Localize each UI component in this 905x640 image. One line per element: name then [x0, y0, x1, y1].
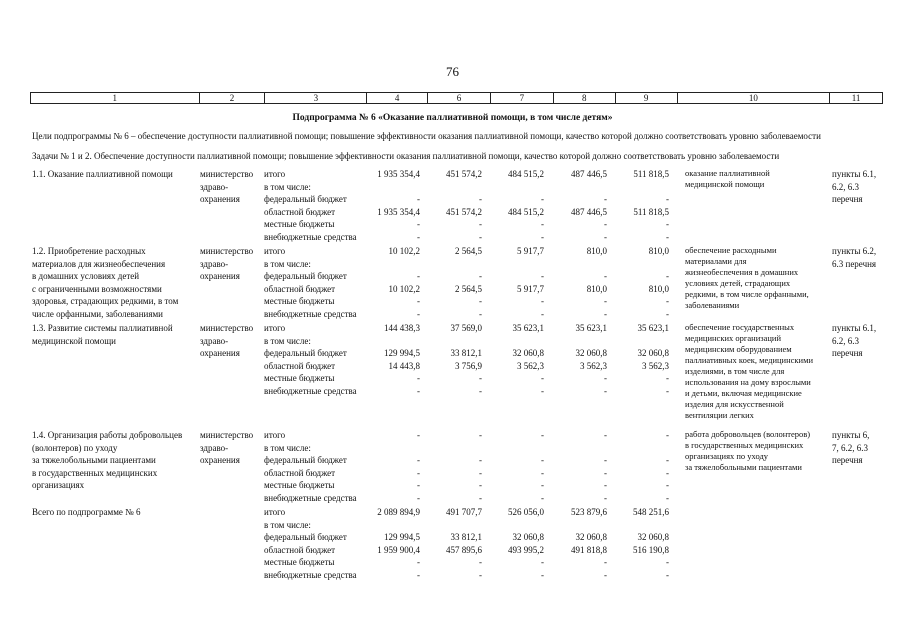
amount-cell: 3 562,3: [580, 360, 607, 371]
amount-cell: 1 935 354,4: [377, 169, 420, 179]
header-col-2: 2: [200, 93, 266, 103]
amount-cell: -: [604, 194, 607, 204]
funding-source-label: итого: [264, 169, 286, 179]
amount-cell: 451 574,2: [446, 206, 482, 217]
amount-cell: [537, 335, 607, 348]
amount-cell: 810,0: [648, 283, 669, 294]
amount-cell: -: [604, 492, 607, 503]
amount-cell: -: [417, 194, 420, 204]
amount-cell: 35 623,1: [637, 323, 669, 333]
funding-source-label: внебюджетные средства: [264, 385, 357, 396]
amount-cell: 810,0: [648, 246, 669, 256]
amount-cell: -: [666, 480, 669, 490]
amount-cell: -: [666, 492, 669, 503]
amount-cell: 10 102,2: [388, 246, 420, 256]
amount-column-c9: [599, 168, 669, 243]
amount-cell: 37 569,0: [450, 323, 482, 333]
amount-column-c7: [474, 245, 544, 320]
measure-name: 1.4. Организация работы добровольцев (волонтеров) по уходу за тяжелобольными пациентами в государственных медицинских организациях: [32, 430, 183, 490]
expected-result: обеспечение расходными материалами для жизнеобеспечения в домашних условиях детей, страдающих редкими, в том числе орфанными, заболеваниями: [685, 245, 809, 310]
amount-cell: 548 251,6: [633, 507, 669, 517]
funding-source-label: областной бюджет: [264, 544, 336, 555]
amount-cell: 511 818,5: [633, 169, 669, 179]
amount-cell: [412, 181, 482, 194]
header-col-11: 11: [851, 93, 861, 103]
amount-cell: 487 446,5: [571, 169, 607, 179]
amount-cell: -: [417, 569, 420, 580]
funding-source-label: областной бюджет: [264, 360, 336, 371]
amount-cell: -: [541, 557, 544, 567]
amount-cell: [474, 258, 544, 271]
amount-cell: 516 190,8: [633, 544, 669, 555]
amount-column-c8: [537, 429, 607, 504]
expected-result: обеспечение государственных медицинских организаций медицинским оборудованием паллиативных коек, медицинскими изделиями, в том числе для использования на дому взрослыми и детьми, включая медицинские изделия для искусственной вентиляции легких: [685, 322, 814, 420]
amount-cell: -: [479, 557, 482, 567]
amount-cell: -: [666, 219, 669, 229]
amount-cell: -: [479, 373, 482, 383]
amount-cell: 2 564,5: [455, 283, 482, 294]
amount-cell: -: [479, 385, 482, 396]
subprogram-title: Подпрограмма № 6 «Оказание паллиативной помощи, в том числе детям»: [292, 113, 613, 123]
amount-cell: -: [417, 271, 420, 281]
amount-column-c4: [350, 506, 420, 581]
amount-cell: 810,0: [586, 283, 607, 294]
amount-column-c9: [599, 506, 669, 581]
amount-cell: [474, 335, 544, 348]
expected-result: оказание паллиативной медицинской помощи: [685, 168, 770, 189]
amount-cell: -: [479, 308, 482, 319]
header-col-7: 7: [491, 93, 554, 103]
amount-cell: -: [666, 194, 669, 204]
list-reference: пункты 6.2, 6.3 перечня: [832, 246, 877, 269]
funding-source-label: итого: [264, 246, 286, 256]
amount-cell: [537, 519, 607, 532]
amount-cell: 32 060,8: [575, 532, 607, 542]
amount-cell: [412, 335, 482, 348]
measure-name: 1.2. Приобретение расходных материалов для жизнеобеспечения в домашних условиях детей с ограниченными возможностями здоровья, страдающих редкими, в том числе орфанными, заболеваниями: [32, 246, 179, 319]
amount-column-c7: [474, 322, 544, 397]
funding-source-label: в том числе:: [264, 258, 311, 269]
amount-cell: -: [417, 557, 420, 567]
amount-cell: -: [666, 231, 669, 242]
amount-cell: -: [666, 467, 669, 478]
amount-cell: -: [479, 455, 482, 465]
page-number: 76: [446, 64, 459, 79]
amount-column-c8: [537, 506, 607, 581]
amount-cell: 2 564,5: [455, 246, 482, 256]
amount-cell: -: [417, 219, 420, 229]
amount-cell: -: [417, 385, 420, 396]
header-col-10: 10: [678, 93, 831, 103]
amount-cell: -: [604, 385, 607, 396]
amount-cell: -: [541, 385, 544, 396]
amount-cell: 33 812,1: [450, 532, 482, 542]
amount-cell: -: [479, 569, 482, 580]
amount-column-c6: [412, 322, 482, 397]
funding-source-label: местные бюджеты: [264, 373, 335, 383]
funding-source-label: в том числе:: [264, 181, 311, 192]
amount-cell: 129 994,5: [384, 532, 420, 542]
amount-cell: 3 756,9: [455, 360, 482, 371]
list-reference: пункты 6.1, 6.2, 6.3 перечня: [832, 323, 877, 358]
header-col-8: 8: [554, 93, 616, 103]
funding-source-label: областной бюджет: [264, 206, 336, 217]
funding-source-label: в том числе:: [264, 335, 311, 346]
amount-cell: 129 994,5: [384, 348, 420, 358]
measure-executor: министерство здраво- охранения: [200, 246, 254, 281]
amount-cell: -: [479, 194, 482, 204]
amount-cell: -: [479, 430, 482, 440]
funding-source-label: итого: [264, 507, 286, 517]
amount-cell: -: [604, 455, 607, 465]
amount-cell: 484 515,2: [508, 169, 544, 179]
funding-source-label: областной бюджет: [264, 467, 336, 478]
funding-source-label: внебюджетные средства: [264, 569, 357, 580]
amount-cell: -: [479, 467, 482, 478]
amount-cell: -: [666, 557, 669, 567]
amount-cell: 3 562,3: [642, 360, 669, 371]
amount-cell: -: [541, 194, 544, 204]
amount-cell: -: [417, 430, 420, 440]
amount-cell: -: [417, 455, 420, 465]
funding-source-label: федеральный бюджет: [264, 271, 347, 281]
amount-cell: -: [479, 219, 482, 229]
amount-column-c6: [412, 506, 482, 581]
amount-column-c6: [412, 245, 482, 320]
header-col-9: 9: [616, 93, 678, 103]
column-header-row: [30, 92, 883, 104]
amount-cell: -: [541, 219, 544, 229]
amount-cell: -: [604, 296, 607, 306]
amount-cell: 491 818,8: [571, 544, 607, 555]
amount-cell: -: [479, 271, 482, 281]
amount-cell: [350, 181, 420, 194]
amount-cell: -: [604, 467, 607, 478]
amount-cell: 493 995,2: [508, 544, 544, 555]
amount-cell: 1 935 354,4: [377, 206, 420, 217]
amount-cell: [537, 258, 607, 271]
amount-cell: 1 959 900,4: [377, 544, 420, 555]
amount-cell: -: [604, 430, 607, 440]
measure-executor: министерство здраво- охранения: [200, 430, 254, 465]
amount-cell: -: [417, 467, 420, 478]
amount-cell: -: [666, 373, 669, 383]
amount-cell: -: [541, 373, 544, 383]
amount-cell: [350, 335, 420, 348]
amount-cell: -: [541, 430, 544, 440]
funding-source-label: местные бюджеты: [264, 557, 335, 567]
amount-cell: 35 623,1: [512, 323, 544, 333]
expected-result: работа добровольцев (волонтеров) в государственных медицинских организациях по уходу за тяжелобольными пациентами: [685, 429, 811, 472]
amount-cell: [412, 442, 482, 455]
amount-cell: -: [604, 219, 607, 229]
funding-source-label: внебюджетные средства: [264, 492, 357, 503]
amount-cell: [412, 519, 482, 532]
amount-cell: -: [541, 296, 544, 306]
amount-cell: -: [604, 271, 607, 281]
amount-cell: 14 443,8: [388, 360, 420, 371]
amount-cell: [350, 442, 420, 455]
amount-cell: -: [666, 308, 669, 319]
amount-cell: -: [541, 569, 544, 580]
amount-cell: [350, 258, 420, 271]
amount-cell: -: [541, 271, 544, 281]
amount-cell: [474, 519, 544, 532]
amount-cell: -: [479, 231, 482, 242]
funding-source-label: областной бюджет: [264, 283, 336, 294]
amount-cell: 457 895,6: [446, 544, 482, 555]
amount-cell: 523 879,6: [571, 507, 607, 517]
header-col-6: 6: [428, 93, 491, 103]
list-reference: пункты 6, 7, 6.2, 6.3 перечня: [832, 430, 870, 465]
amount-cell: -: [604, 231, 607, 242]
amount-cell: -: [417, 296, 420, 306]
amount-cell: -: [541, 467, 544, 478]
amount-column-c4: [350, 245, 420, 320]
amount-column-c4: [350, 168, 420, 243]
list-reference: пункты 6.1, 6.2, 6.3 перечня: [832, 169, 877, 204]
amount-cell: -: [541, 308, 544, 319]
amount-column-c8: [537, 322, 607, 397]
amount-column-c6: [412, 429, 482, 504]
amount-cell: -: [417, 231, 420, 242]
amount-cell: -: [479, 296, 482, 306]
amount-cell: -: [604, 308, 607, 319]
amount-cell: -: [541, 480, 544, 490]
amount-cell: 32 060,8: [637, 348, 669, 358]
amount-cell: 451 574,2: [446, 169, 482, 179]
amount-cell: -: [604, 569, 607, 580]
amount-cell: 32 060,8: [575, 348, 607, 358]
amount-cell: 810,0: [586, 246, 607, 256]
subprogram-goal: Цели подпрограммы № 6 – обеспечение доступности паллиативной помощи; повышение эффективности оказания паллиативной помощи, качество которой должно соответствовать уровню заболеваемости: [32, 131, 821, 141]
amount-cell: 35 623,1: [575, 323, 607, 333]
amount-cell: 5 917,7: [517, 246, 544, 256]
funding-source-label: местные бюджеты: [264, 480, 335, 490]
funding-source-label: итого: [264, 323, 286, 333]
amount-cell: -: [541, 492, 544, 503]
amount-cell: [599, 335, 669, 348]
amount-cell: -: [666, 296, 669, 306]
amount-column-c7: [474, 168, 544, 243]
amount-cell: 2 089 894,9: [377, 507, 420, 517]
measure-executor: министерство здраво- охранения: [200, 169, 254, 204]
amount-cell: 32 060,8: [637, 532, 669, 542]
amount-column-c9: [599, 429, 669, 504]
amount-cell: -: [417, 480, 420, 490]
funding-source-label: федеральный бюджет: [264, 455, 347, 465]
amount-cell: [599, 519, 669, 532]
amount-cell: 526 056,0: [508, 507, 544, 517]
amount-cell: [599, 442, 669, 455]
amount-column-c7: [474, 429, 544, 504]
funding-source-label: федеральный бюджет: [264, 194, 347, 204]
amount-column-c4: [350, 429, 420, 504]
amount-cell: -: [541, 231, 544, 242]
amount-cell: -: [604, 557, 607, 567]
amount-column-c8: [537, 168, 607, 243]
measure-name: 1.1. Оказание паллиативной помощи: [32, 169, 173, 179]
amount-cell: 5 917,7: [517, 283, 544, 294]
amount-cell: -: [666, 430, 669, 440]
amount-cell: [599, 181, 669, 194]
header-col-4: 4: [367, 93, 428, 103]
amount-cell: [537, 442, 607, 455]
amount-column-c4: [350, 322, 420, 397]
amount-cell: 3 562,3: [517, 360, 544, 371]
amount-cell: 487 446,5: [571, 206, 607, 217]
amount-cell: -: [417, 308, 420, 319]
header-col-3: 3: [265, 93, 367, 103]
funding-source-label: местные бюджеты: [264, 219, 335, 229]
amount-cell: 484 515,2: [508, 206, 544, 217]
amount-cell: [474, 442, 544, 455]
amount-column-c9: [599, 245, 669, 320]
amount-cell: -: [479, 492, 482, 503]
amount-cell: 511 818,5: [633, 206, 669, 217]
amount-cell: -: [417, 492, 420, 503]
amount-cell: -: [604, 480, 607, 490]
funding-source-label: местные бюджеты: [264, 296, 335, 306]
funding-source-label: внебюджетные средства: [264, 231, 357, 242]
amount-cell: [474, 181, 544, 194]
amount-cell: 10 102,2: [388, 283, 420, 294]
amount-column-c7: [474, 506, 544, 581]
amount-cell: 144 438,3: [384, 323, 420, 333]
subprogram-tasks: Задачи № 1 и 2. Обеспечение доступности паллиативной помощи; повышение эффективности оказания паллиативной помощи, качество которой должно соответствовать уровню заболеваемости: [32, 151, 780, 161]
funding-source-label: в том числе:: [264, 519, 311, 530]
amount-cell: 491 707,7: [446, 507, 482, 517]
amount-column-c9: [599, 322, 669, 397]
measure-name: 1.3. Развитие системы паллиативной медицинской помощи: [32, 323, 173, 346]
header-col-1: 1: [31, 93, 200, 103]
funding-source-label: внебюджетные средства: [264, 308, 357, 319]
amount-cell: [537, 181, 607, 194]
measure-executor: министерство здраво- охранения: [200, 323, 254, 358]
amount-cell: 32 060,8: [512, 348, 544, 358]
amount-cell: -: [604, 373, 607, 383]
amount-cell: -: [479, 480, 482, 490]
amount-cell: 33 812,1: [450, 348, 482, 358]
amount-cell: 32 060,8: [512, 532, 544, 542]
amount-cell: [350, 519, 420, 532]
amount-cell: -: [541, 455, 544, 465]
amount-cell: -: [666, 271, 669, 281]
amount-cell: [599, 258, 669, 271]
funding-source-label: итого: [264, 430, 286, 440]
funding-source-label: федеральный бюджет: [264, 348, 347, 358]
amount-cell: -: [666, 385, 669, 396]
amount-cell: -: [417, 373, 420, 383]
amount-cell: [412, 258, 482, 271]
funding-source-label: федеральный бюджет: [264, 532, 347, 542]
amount-column-c8: [537, 245, 607, 320]
amount-column-c6: [412, 168, 482, 243]
funding-source-label: в том числе:: [264, 442, 311, 453]
measure-name: Всего по подпрограмме № 6: [32, 507, 141, 517]
amount-cell: -: [666, 569, 669, 580]
amount-cell: -: [666, 455, 669, 465]
